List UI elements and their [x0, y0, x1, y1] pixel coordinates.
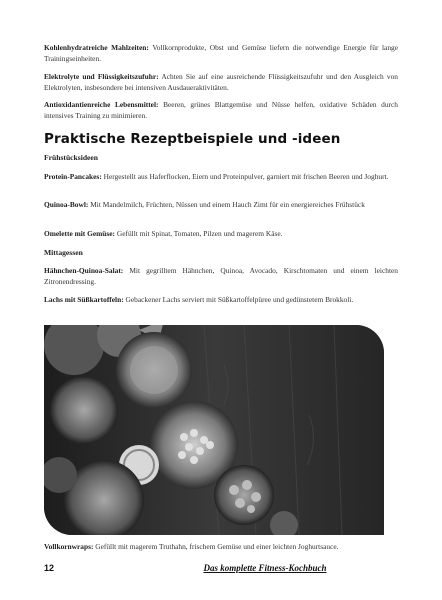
- item-term: Lachs mit Süßkartoffeln:: [44, 295, 124, 304]
- item-term: Vollkornwraps:: [44, 542, 94, 551]
- nutrition-item-antioxidants: [44, 100, 398, 122]
- item-text: Mit Mandelmilch, Früchten, Nüssen und einem Hauch Zimt für ein energiereiches Frühstück: [90, 200, 365, 209]
- item-text: Mit gegrilltem Hähnchen, Quinoa, Avocado, Kirschtomaten und einem leichten Zitronendressing.: [44, 266, 398, 286]
- lunch-heading: Mittagessen: [44, 248, 83, 257]
- breakfast-heading: Frühstücksideen: [44, 153, 99, 162]
- item-term: Antioxidantienreiche Lebensmittel:: [44, 100, 159, 109]
- recipe-omelette: [44, 229, 398, 240]
- item-text: Vollkornprodukte, Obst und Gemüse liefern die notwendige Energie für lange Trainingseinheiten.: [44, 43, 398, 63]
- nutrition-item-electrolytes: [44, 72, 398, 94]
- nutrition-item-carbs: [44, 43, 398, 65]
- item-term: Quinoa-Bowl:: [44, 200, 89, 209]
- item-text: Gefüllt mit magerem Truthahn, frischem Gemüse und einer leichten Joghurtsauce.: [95, 542, 339, 551]
- recipe-salmon-sweet-potato: [44, 295, 398, 306]
- berry-bowl: [214, 465, 274, 525]
- page-number: 12: [44, 563, 55, 573]
- item-text: Hergestellt aus Haferflocken, Eiern und Proteinpulver, garniert mit frischen Beeren und Joghurt.: [103, 172, 389, 181]
- running-footer-title: Das komplette Fitness-Kochbuch: [203, 563, 327, 573]
- grain-bowl: [50, 376, 118, 444]
- item-text: Gebackener Lachs serviert mit Süßkartoffelpüree und gedünstetem Brokkoli.: [125, 295, 354, 304]
- food-photo: [44, 325, 384, 535]
- item-text: Achten Sie auf eine ausreichende Flüssigkeitszufuhr und den Ausgleich von Elektrolyten, insbesondere bei intensiven Ausdaueraktivitäten.: [44, 72, 398, 92]
- recipe-protein-pancakes: [44, 172, 398, 183]
- item-term: Hähnchen-Quinoa-Salat:: [44, 266, 124, 275]
- food-spread-illustration: [44, 325, 384, 535]
- item-term: Kohlenhydratreiche Mahlzeiten:: [44, 43, 149, 52]
- section-heading: Praktische Rezeptbeispiele und -ideen: [44, 131, 341, 147]
- item-term: Protein-Pancakes:: [44, 172, 102, 181]
- item-term: Omelette mit Gemüse:: [44, 229, 116, 238]
- item-term: Elektrolyte und Flüssigkeitszufuhr:: [44, 72, 159, 81]
- recipe-whole-grain-wraps: [44, 542, 398, 553]
- item-text: Beeren, grünes Blattgemüse und Nüsse helfen, oxidative Schäden durch intensives Training zu minimieren.: [44, 100, 398, 120]
- recipe-chicken-quinoa-salad: [44, 266, 398, 288]
- item-text: Gefüllt mit Spinat, Tomaten, Pilzen und magerem Käse.: [116, 229, 283, 238]
- recipe-quinoa-bowl: [44, 200, 398, 211]
